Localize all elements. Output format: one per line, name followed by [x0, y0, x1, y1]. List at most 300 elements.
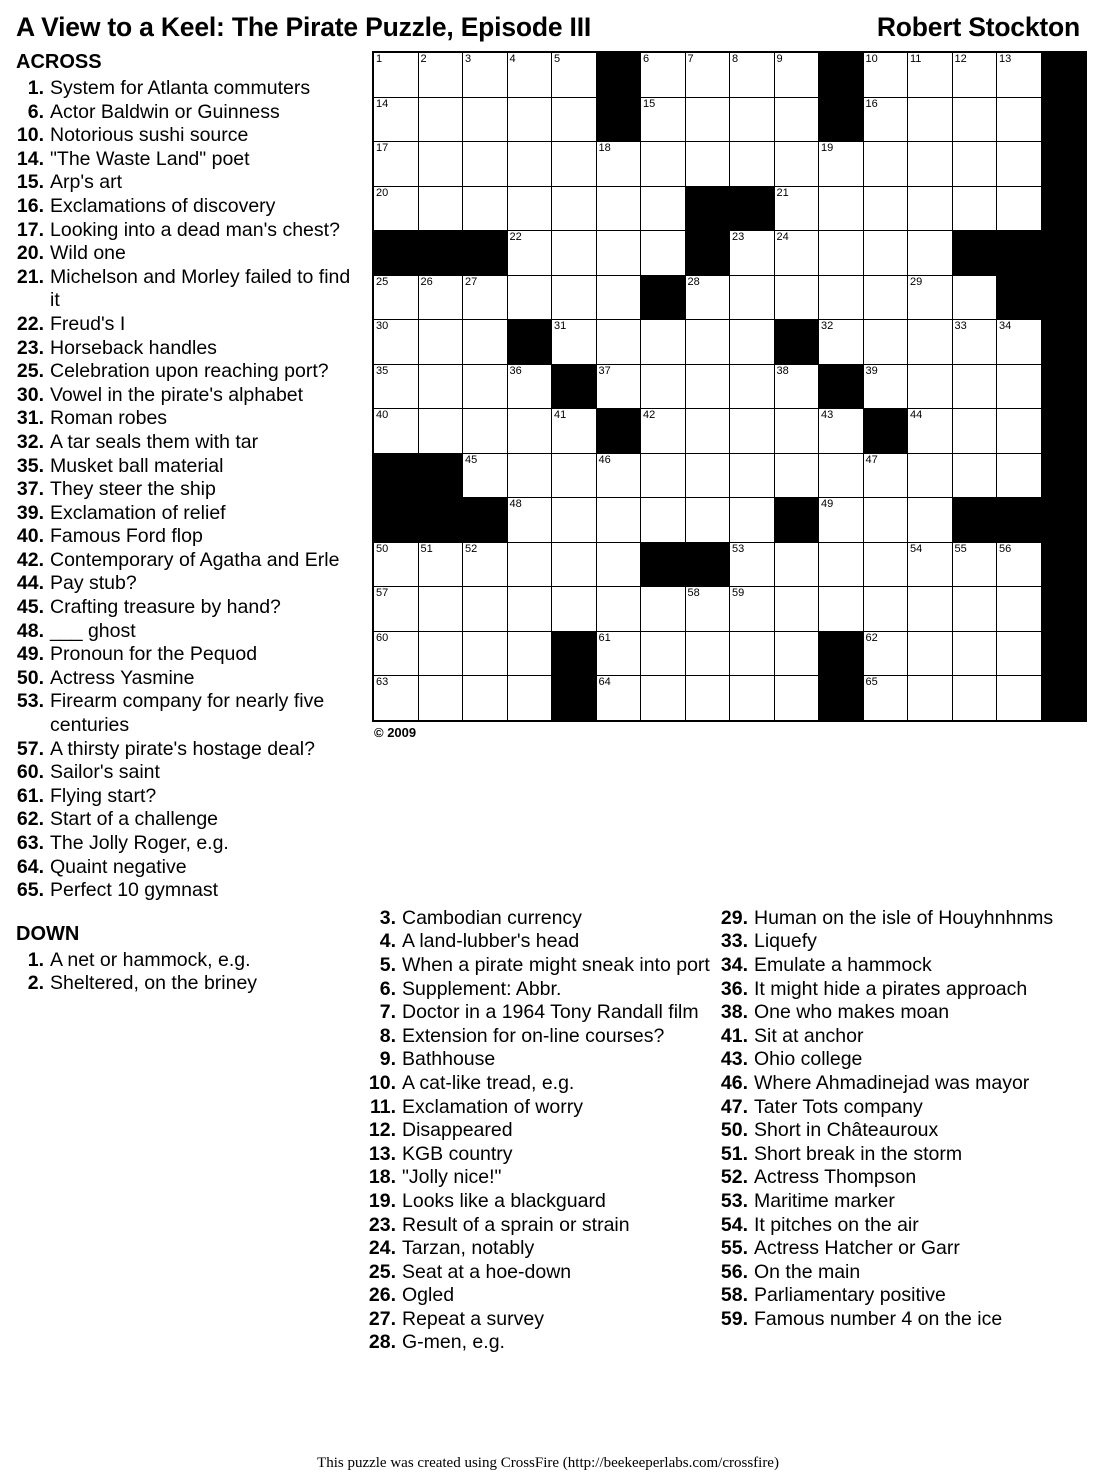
- grid-cell[interactable]: [730, 542, 775, 587]
- grid-cell[interactable]: [819, 587, 864, 632]
- clue-text: Repeat a survey: [402, 1307, 544, 1330]
- grid-cell-number: 59: [732, 587, 745, 599]
- grid-cell-number: 27: [465, 275, 478, 288]
- grid-cell[interactable]: [418, 186, 463, 231]
- grid-cell[interactable]: [908, 231, 953, 276]
- grid-cell[interactable]: [730, 676, 775, 721]
- grid-cell[interactable]: [552, 320, 597, 365]
- grid-cell[interactable]: [596, 453, 641, 498]
- clue-item: [718, 1190, 1082, 1214]
- grid-cell[interactable]: [952, 453, 997, 498]
- grid-cell[interactable]: [863, 453, 908, 498]
- grid-cell[interactable]: [685, 587, 730, 632]
- grid-cell[interactable]: [596, 542, 641, 587]
- grid-cell[interactable]: [819, 409, 864, 454]
- grid-cell[interactable]: [730, 97, 775, 142]
- grid-cell[interactable]: [596, 631, 641, 676]
- grid-cell[interactable]: [685, 631, 730, 676]
- grid-cell[interactable]: [418, 142, 463, 187]
- grid-cell[interactable]: [641, 97, 686, 142]
- grid-cell[interactable]: [774, 676, 819, 721]
- down-heading: DOWN: [16, 922, 80, 945]
- grid-cell[interactable]: [507, 587, 552, 632]
- clue-text: Actress Thompson: [754, 1166, 917, 1189]
- grid-cell[interactable]: [997, 142, 1042, 187]
- grid-cell[interactable]: [952, 275, 997, 320]
- clue-text: Cambodian currency: [402, 906, 582, 929]
- grid-cell[interactable]: [373, 52, 418, 97]
- grid-cell[interactable]: [997, 587, 1042, 632]
- grid-cell[interactable]: [552, 587, 597, 632]
- grid-cell[interactable]: [596, 498, 641, 543]
- grid-cell[interactable]: [685, 320, 730, 365]
- grid-cell[interactable]: [552, 409, 597, 454]
- clue-item: [14, 407, 360, 431]
- grid-cell[interactable]: [507, 453, 552, 498]
- clue-item: [14, 643, 360, 667]
- clue-item: [14, 337, 360, 361]
- grid-cell[interactable]: [730, 320, 775, 365]
- grid-cell[interactable]: [641, 52, 686, 97]
- grid-cell[interactable]: [997, 364, 1042, 409]
- grid-cell[interactable]: [997, 453, 1042, 498]
- grid-cell[interactable]: [641, 142, 686, 187]
- clue-number: 60.: [16, 761, 44, 784]
- grid-cell[interactable]: [596, 587, 641, 632]
- grid-cell[interactable]: [641, 453, 686, 498]
- grid-cell-number: 7: [687, 53, 694, 65]
- grid-cell[interactable]: [863, 542, 908, 587]
- grid-cell[interactable]: [463, 364, 508, 409]
- grid-cell[interactable]: [908, 97, 953, 142]
- clue-text: Pay stub?: [50, 572, 137, 595]
- grid-cell[interactable]: [952, 320, 997, 365]
- grid-cell[interactable]: [552, 52, 597, 97]
- grid-cell[interactable]: [730, 453, 775, 498]
- clue-item: [366, 1143, 712, 1167]
- clue-item: [718, 1166, 1082, 1190]
- grid-cell-number: 38: [776, 364, 789, 377]
- grid-cell[interactable]: [373, 587, 418, 632]
- grid-cell[interactable]: [774, 97, 819, 142]
- clue-item: [14, 219, 360, 243]
- grid-cell-number: 6: [643, 53, 650, 65]
- grid-cell[interactable]: [997, 631, 1042, 676]
- clue-number: 50.: [16, 666, 44, 689]
- clue-number: 39.: [16, 501, 44, 524]
- grid-cell[interactable]: [418, 587, 463, 632]
- grid-cell[interactable]: [908, 453, 953, 498]
- grid-cell[interactable]: [819, 186, 864, 231]
- grid-cell[interactable]: [774, 542, 819, 587]
- grid-cell[interactable]: [641, 231, 686, 276]
- clue-item: [718, 1048, 1082, 1072]
- grid-cell[interactable]: [774, 364, 819, 409]
- grid-block: [1041, 142, 1086, 187]
- grid-cell[interactable]: [908, 542, 953, 587]
- grid-cell[interactable]: [819, 231, 864, 276]
- grid-cell[interactable]: [507, 631, 552, 676]
- grid-cell[interactable]: [774, 587, 819, 632]
- grid-cell[interactable]: [641, 186, 686, 231]
- grid-cell-number: 14: [376, 97, 389, 110]
- grid-cell[interactable]: [685, 676, 730, 721]
- grid-cell[interactable]: [463, 453, 508, 498]
- grid-cell[interactable]: [774, 275, 819, 320]
- clue-number: 6.: [27, 100, 44, 123]
- grid-cell-number: 55: [954, 542, 967, 555]
- grid-cell[interactable]: [997, 186, 1042, 231]
- clue-item: [718, 1143, 1082, 1167]
- grid-cell[interactable]: [641, 409, 686, 454]
- grid-cell[interactable]: [507, 231, 552, 276]
- grid-cell[interactable]: [641, 631, 686, 676]
- grid-cell[interactable]: [863, 52, 908, 97]
- grid-cell[interactable]: [774, 186, 819, 231]
- grid-cell[interactable]: [952, 142, 997, 187]
- clue-item: [14, 124, 360, 148]
- clue-number: 35.: [16, 454, 44, 477]
- clue-number: 58.: [720, 1284, 748, 1307]
- clue-item: [14, 101, 360, 125]
- grid-cell[interactable]: [641, 320, 686, 365]
- grid-cell[interactable]: [952, 587, 997, 632]
- grid-cell[interactable]: [730, 409, 775, 454]
- grid-cell[interactable]: [463, 676, 508, 721]
- clue-number: 12.: [368, 1119, 396, 1142]
- grid-cell[interactable]: [730, 498, 775, 543]
- grid-cell[interactable]: [685, 52, 730, 97]
- grid-cell[interactable]: [730, 52, 775, 97]
- grid-cell[interactable]: [685, 97, 730, 142]
- grid-cell[interactable]: [908, 320, 953, 365]
- clue-item: [366, 1214, 712, 1238]
- grid-cell[interactable]: [863, 275, 908, 320]
- clue-number: 56.: [720, 1260, 748, 1283]
- grid-cell[interactable]: [774, 52, 819, 97]
- grid-cell[interactable]: [418, 320, 463, 365]
- grid-cell[interactable]: [908, 498, 953, 543]
- grid-cell[interactable]: [552, 453, 597, 498]
- grid-row: [373, 631, 1086, 676]
- grid-cell[interactable]: [418, 275, 463, 320]
- grid-cell[interactable]: [596, 231, 641, 276]
- grid-cell[interactable]: [952, 186, 997, 231]
- grid-cell[interactable]: [552, 231, 597, 276]
- grid-cell[interactable]: [418, 97, 463, 142]
- grid-cell[interactable]: [774, 453, 819, 498]
- grid-cell[interactable]: [596, 676, 641, 721]
- clue-number: 25.: [16, 360, 44, 383]
- grid-cell[interactable]: [685, 453, 730, 498]
- clue-number: 54.: [720, 1213, 748, 1236]
- grid-cell[interactable]: [774, 631, 819, 676]
- grid-cell[interactable]: [908, 409, 953, 454]
- clue-number: 6.: [379, 977, 396, 1000]
- grid-cell[interactable]: [819, 498, 864, 543]
- grid-cell[interactable]: [952, 364, 997, 409]
- grid-cell[interactable]: [507, 97, 552, 142]
- grid-cell[interactable]: [507, 676, 552, 721]
- grid-cell-number: 1: [376, 53, 383, 65]
- grid-block: [1041, 676, 1086, 721]
- grid-cell-number: 64: [598, 676, 611, 688]
- grid-cell[interactable]: [997, 320, 1042, 365]
- grid-cell[interactable]: [819, 142, 864, 187]
- clue-item: [14, 596, 360, 620]
- grid-cell[interactable]: [418, 52, 463, 97]
- grid-block: [596, 97, 641, 142]
- grid-cell-number: 50: [376, 542, 389, 555]
- page-title: A View to a Keel: The Pirate Puzzle, Episode III: [16, 12, 592, 42]
- clue-number: 30.: [16, 383, 44, 406]
- grid-cell[interactable]: [641, 498, 686, 543]
- grid-cell-number: 15: [643, 97, 656, 110]
- grid-cell[interactable]: [507, 186, 552, 231]
- grid-cell[interactable]: [952, 676, 997, 721]
- grid-block: [1041, 52, 1086, 97]
- grid-cell[interactable]: [730, 364, 775, 409]
- clue-text: Actor Baldwin or Guinness: [50, 100, 280, 123]
- clue-item: [14, 455, 360, 479]
- grid-cell[interactable]: [952, 52, 997, 97]
- grid-cell[interactable]: [552, 498, 597, 543]
- grid-block: [730, 186, 775, 231]
- clue-item: [718, 1214, 1082, 1238]
- grid-cell[interactable]: [463, 409, 508, 454]
- grid-cell[interactable]: [819, 320, 864, 365]
- grid-cell[interactable]: [685, 409, 730, 454]
- clue-text: Ohio college: [754, 1048, 863, 1071]
- clue-number: 42.: [16, 548, 44, 571]
- grid-cell[interactable]: [418, 631, 463, 676]
- grid-cell[interactable]: [908, 631, 953, 676]
- grid-cell[interactable]: [463, 275, 508, 320]
- grid-block: [373, 231, 418, 276]
- grid-cell[interactable]: [373, 364, 418, 409]
- grid-cell[interactable]: [863, 498, 908, 543]
- clue-text: Emulate a hammock: [754, 953, 932, 976]
- grid-cell-number: 5: [554, 53, 561, 65]
- grid-cell[interactable]: [908, 275, 953, 320]
- clue-item: [718, 1025, 1082, 1049]
- grid-cell[interactable]: [997, 409, 1042, 454]
- grid-cell[interactable]: [863, 364, 908, 409]
- grid-cell-number: 57: [376, 587, 389, 599]
- grid-cell[interactable]: [952, 97, 997, 142]
- clue-number: 19.: [368, 1189, 396, 1212]
- clue-number: 41.: [720, 1024, 748, 1047]
- clue-text: Arp's art: [50, 171, 122, 194]
- clue-text: A cat-like tread, e.g.: [402, 1071, 575, 1094]
- clue-item: [14, 360, 360, 384]
- grid-cell[interactable]: [596, 320, 641, 365]
- grid-cell[interactable]: [819, 453, 864, 498]
- grid-cell[interactable]: [596, 142, 641, 187]
- grid-cell[interactable]: [774, 142, 819, 187]
- grid-cell[interactable]: [863, 587, 908, 632]
- grid-cell[interactable]: [418, 409, 463, 454]
- clue-number: 11.: [369, 1095, 396, 1118]
- grid-cell[interactable]: [463, 542, 508, 587]
- grid-block: [1041, 231, 1086, 276]
- grid-cell[interactable]: [685, 498, 730, 543]
- grid-cell[interactable]: [863, 676, 908, 721]
- grid-cell[interactable]: [373, 676, 418, 721]
- clue-number: 55.: [720, 1237, 748, 1260]
- grid-cell[interactable]: [373, 320, 418, 365]
- clue-number: 45.: [16, 596, 44, 619]
- grid-cell[interactable]: [641, 364, 686, 409]
- grid-cell[interactable]: [552, 275, 597, 320]
- grid-cell[interactable]: [418, 676, 463, 721]
- grid-cell[interactable]: [463, 97, 508, 142]
- grid-cell[interactable]: [596, 364, 641, 409]
- grid-cell[interactable]: [863, 142, 908, 187]
- grid-cell-number: 51: [420, 542, 433, 555]
- grid-cell[interactable]: [507, 542, 552, 587]
- grid-cell[interactable]: [997, 676, 1042, 721]
- clue-number: 47.: [720, 1095, 748, 1118]
- across-heading: ACROSS: [16, 51, 102, 73]
- grid-cell[interactable]: [373, 275, 418, 320]
- grid-cell[interactable]: [373, 186, 418, 231]
- grid-cell[interactable]: [952, 631, 997, 676]
- grid-cell[interactable]: [908, 186, 953, 231]
- grid-cell[interactable]: [641, 676, 686, 721]
- grid-cell[interactable]: [730, 275, 775, 320]
- grid-cell[interactable]: [997, 542, 1042, 587]
- grid-cell[interactable]: [507, 52, 552, 97]
- clue-number: 18.: [368, 1166, 396, 1189]
- grid-cell[interactable]: [418, 542, 463, 587]
- grid-cell-number: 46: [598, 453, 611, 466]
- grid-cell[interactable]: [373, 542, 418, 587]
- grid-cell[interactable]: [373, 409, 418, 454]
- grid-cell[interactable]: [596, 186, 641, 231]
- grid-block: [952, 498, 997, 543]
- grid-cell[interactable]: [463, 587, 508, 632]
- grid-cell[interactable]: [418, 364, 463, 409]
- clue-item: [366, 1261, 712, 1285]
- grid-cell[interactable]: [373, 142, 418, 187]
- grid-cell[interactable]: [685, 275, 730, 320]
- grid-cell[interactable]: [685, 364, 730, 409]
- grid-cell[interactable]: [952, 542, 997, 587]
- clue-number: 10.: [368, 1071, 396, 1094]
- grid-block: [1041, 498, 1086, 543]
- grid-cell[interactable]: [730, 587, 775, 632]
- grid-cell[interactable]: [507, 409, 552, 454]
- clue-number: 52.: [720, 1166, 748, 1189]
- clue-item: [14, 195, 360, 219]
- grid-cell[interactable]: [997, 97, 1042, 142]
- grid-cell[interactable]: [908, 364, 953, 409]
- clue-number: 27.: [368, 1307, 396, 1330]
- grid-cell-number: 20: [376, 186, 389, 199]
- clue-number: 31.: [16, 407, 44, 430]
- clue-text: KGB country: [402, 1142, 513, 1165]
- grid-cell[interactable]: [819, 275, 864, 320]
- grid-cell-number: 16: [865, 97, 878, 110]
- clue-text: It might hide a pirates approach: [754, 977, 1028, 1000]
- grid-cell[interactable]: [373, 97, 418, 142]
- grid-cell[interactable]: [908, 52, 953, 97]
- grid-cell[interactable]: [997, 52, 1042, 97]
- grid-block: [418, 453, 463, 498]
- grid-cell[interactable]: [552, 186, 597, 231]
- grid-cell-number: 2: [420, 53, 427, 65]
- grid-cell[interactable]: [730, 231, 775, 276]
- grid-cell[interactable]: [774, 409, 819, 454]
- clue-text: System for Atlanta commuters: [50, 77, 311, 99]
- grid-cell[interactable]: [908, 676, 953, 721]
- clue-text: Looks like a blackguard: [402, 1189, 606, 1212]
- grid-cell[interactable]: [819, 542, 864, 587]
- grid-row: [373, 498, 1086, 543]
- grid-cell[interactable]: [863, 186, 908, 231]
- grid-cell[interactable]: [774, 231, 819, 276]
- clue-item: [718, 978, 1082, 1002]
- clue-number: 13.: [368, 1142, 396, 1165]
- clue-text: "The Waste Land" poet: [50, 147, 250, 170]
- grid-cell[interactable]: [463, 320, 508, 365]
- clue-number: 26.: [368, 1284, 396, 1307]
- grid-cell-number: 24: [776, 231, 789, 243]
- grid-cell[interactable]: [863, 231, 908, 276]
- grid-cell[interactable]: [507, 498, 552, 543]
- grid-cell[interactable]: [507, 142, 552, 187]
- grid-cell[interactable]: [952, 409, 997, 454]
- clue-item: [718, 1119, 1082, 1143]
- grid-cell[interactable]: [863, 631, 908, 676]
- grid-cell[interactable]: [552, 142, 597, 187]
- grid-cell[interactable]: [463, 142, 508, 187]
- grid-cell[interactable]: [463, 52, 508, 97]
- grid-cell-number: 44: [910, 409, 923, 421]
- grid-cell[interactable]: [685, 142, 730, 187]
- clue-item: [718, 1308, 1082, 1332]
- grid-cell[interactable]: [507, 275, 552, 320]
- grid-cell[interactable]: [908, 587, 953, 632]
- grid-cell[interactable]: [463, 631, 508, 676]
- grid-cell-number: 19: [821, 142, 834, 154]
- grid-cell[interactable]: [507, 364, 552, 409]
- grid-row: [373, 52, 1086, 97]
- grid-row: [373, 275, 1086, 320]
- grid-cell[interactable]: [552, 542, 597, 587]
- grid-cell[interactable]: [908, 142, 953, 187]
- grid-cell[interactable]: [730, 142, 775, 187]
- grid-block: [596, 409, 641, 454]
- clue-item: [14, 761, 360, 785]
- clue-item: [14, 431, 360, 455]
- clue-number: 1.: [27, 77, 44, 99]
- grid-cell[interactable]: [730, 631, 775, 676]
- clue-item: [14, 148, 360, 172]
- clue-text: Celebration upon reaching port?: [50, 360, 329, 383]
- grid-cell[interactable]: [863, 320, 908, 365]
- grid-cell[interactable]: [373, 631, 418, 676]
- crossword-grid[interactable]: [372, 51, 1087, 722]
- grid-cell[interactable]: [552, 97, 597, 142]
- grid-cell[interactable]: [463, 186, 508, 231]
- clue-number: 38.: [720, 1001, 748, 1024]
- copyright-notice: © 2009: [374, 724, 417, 740]
- grid-cell[interactable]: [863, 97, 908, 142]
- grid-cell[interactable]: [641, 587, 686, 632]
- grid-cell[interactable]: [596, 275, 641, 320]
